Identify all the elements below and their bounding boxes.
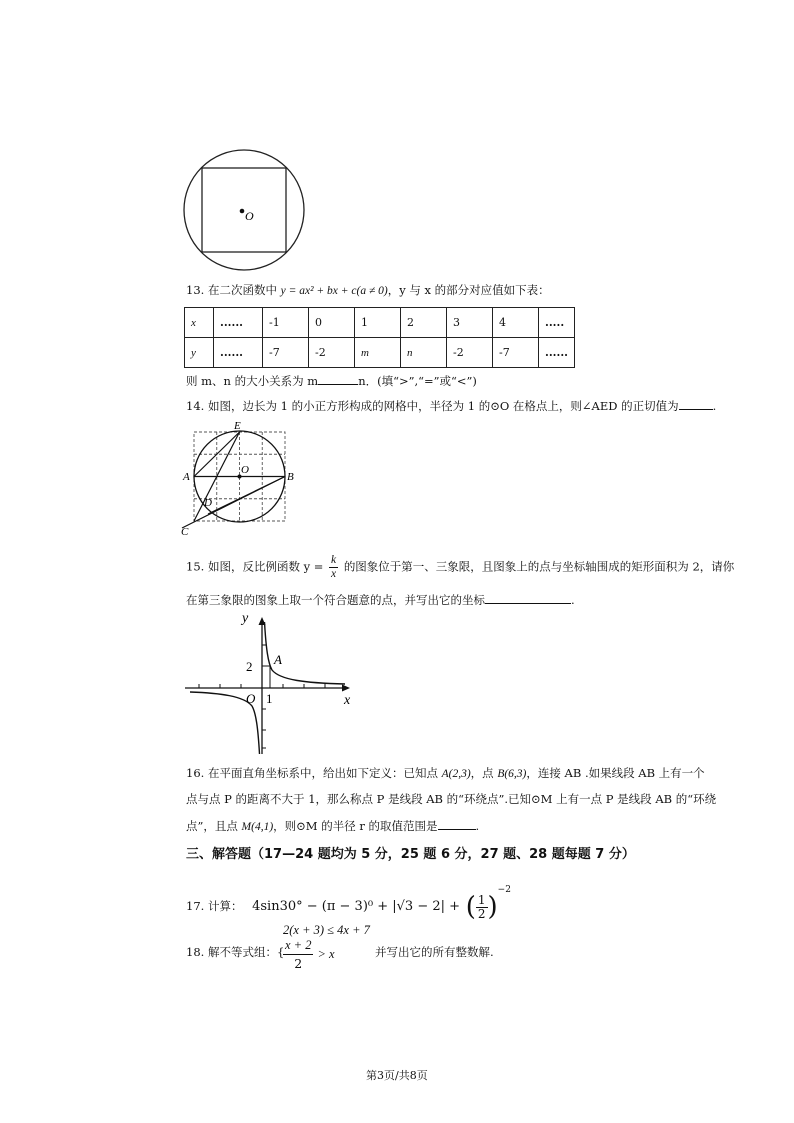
segment-BD	[208, 477, 285, 515]
q14-stem-text: 14. 如图，边长为 1 的小正方形构成的网格中，半径为 1 的⊙O 在格点上，则∠AED 的正切值为	[186, 399, 679, 413]
q18-label-text: 18. 解不等式组：{	[186, 945, 285, 959]
cell: 2	[401, 308, 447, 338]
label-A: A	[183, 471, 190, 483]
q16-line1	[186, 765, 705, 782]
q13-after-post: n．(填“>”,“=”或“<”)	[358, 374, 477, 388]
q16-line3-end: .	[475, 819, 480, 833]
label-C: C	[181, 526, 189, 536]
q13-stem-post: ，y 与 x 的部分对应值如下表：	[387, 283, 550, 297]
q18-gt: > x	[317, 947, 335, 961]
q15-fraction	[329, 554, 338, 581]
q17-denominator: 2	[477, 906, 486, 921]
cell: 4	[493, 308, 539, 338]
q14-blank	[679, 397, 713, 410]
q14-stem	[186, 397, 716, 414]
q18-ineq1	[283, 922, 370, 938]
label-O: O	[245, 209, 254, 223]
q16-line1-pre: 16. 在平面直角坐标系中，给出如下定义：已知点	[186, 766, 442, 780]
section-3-title: 三、解答题（17—24 题均为 5 分，25 题 6 分，27 题、28 题每题 7 分）	[186, 847, 635, 862]
q16-line3	[186, 817, 479, 835]
q15-line2	[186, 591, 575, 608]
label-x: x	[344, 693, 351, 708]
q18-ineq2	[283, 937, 335, 972]
cell: m	[355, 338, 401, 368]
label-E: E	[234, 420, 241, 432]
q13-blank	[318, 372, 358, 385]
cell: ......	[214, 338, 263, 368]
q15-line1-pre: 15. 如图，反比例函数 y =	[186, 559, 324, 574]
label-1: 1	[266, 691, 273, 706]
table-row-y	[185, 338, 575, 368]
q16-line3-pre: 点”，且点	[186, 819, 242, 833]
label-A: A	[274, 652, 282, 667]
cell: -2	[447, 338, 493, 368]
label-B: B	[287, 471, 294, 483]
cell: y	[185, 338, 214, 368]
q15-line2-text: 在第三象限的图象上取一个符合题意的点，并写出它的坐标	[186, 593, 485, 607]
cell: -7	[263, 338, 309, 368]
page-number: 第3页/共8页	[366, 1069, 428, 1082]
q16-line2-text: 点与点 P 的距离不大于 1，那么称点 P 是线段 AB 的“环绕点”.已知⊙M 上有一点 P 是线段 AB 的“环绕	[186, 792, 717, 806]
table-row-x	[185, 308, 575, 338]
q13-answer-line	[186, 372, 477, 389]
q17-line	[186, 882, 511, 922]
q17-expression: 4sin30° − (π − 3)⁰ + |√3 − 2| +	[252, 899, 461, 914]
q18-denominator: 2	[294, 956, 303, 971]
label-2: 2	[246, 659, 253, 674]
q15-line1	[186, 554, 734, 581]
q16-point-A: A(2,3)	[441, 768, 471, 780]
q16-line3-post: ，则⊙M 的半径 r 的取值范围是	[273, 819, 438, 833]
cell: -7	[493, 338, 539, 368]
q13-function: y = ax² + bx + c(a ≠ 0)	[280, 285, 388, 297]
cell: .....	[539, 308, 575, 338]
paren-right-icon: )	[487, 892, 498, 922]
cell: x	[185, 308, 214, 338]
q18-post-text: 并写出它的所有整数解.	[375, 945, 494, 959]
q15-blank	[485, 591, 571, 604]
q13-stem	[186, 282, 550, 299]
q14-grid-circle-figure	[178, 418, 300, 536]
cell: ......	[539, 338, 575, 368]
cell: ......	[214, 308, 263, 338]
q16-line1-post: ，连接 AB .如果线段 AB 上有一个	[526, 766, 705, 780]
center-dot	[240, 209, 245, 214]
cell: 0	[309, 308, 355, 338]
q18-numerator: x + 2	[283, 937, 313, 955]
label-O: O	[246, 691, 256, 706]
q17-label: 17. 计算：	[186, 899, 243, 913]
q15-line2-end: .	[571, 593, 575, 607]
q15-denominator: x	[331, 568, 337, 580]
q18-label	[186, 944, 284, 960]
label-O: O	[241, 464, 249, 476]
q15-hyperbola-graph	[180, 608, 360, 758]
cell: -2	[309, 338, 355, 368]
q18-post	[375, 944, 494, 960]
x-axis-arrow	[342, 685, 350, 692]
q16-blank	[438, 817, 476, 830]
q16-mid: ，点	[470, 766, 498, 780]
cell: n	[401, 338, 447, 368]
cell: -1	[263, 308, 309, 338]
q17-numerator: 1	[477, 892, 486, 907]
q13-stem-pre: 13. 在二次函数中	[186, 283, 281, 297]
q17-exponent: −2	[497, 885, 511, 895]
q18-inequality-1: 2(x + 3) ≤ 4x + 7	[283, 923, 370, 937]
label-y: y	[242, 611, 249, 626]
q16-line2	[186, 791, 716, 807]
q17-fraction	[476, 894, 488, 921]
circle-square-figure	[180, 148, 310, 273]
q13-after-pre: 则 m、n 的大小关系为 m	[186, 374, 319, 388]
cell: 3	[447, 308, 493, 338]
q16-point-B: B(6,3)	[497, 768, 527, 780]
q13-table	[184, 307, 575, 368]
cell: 1	[355, 308, 401, 338]
q16-point-M: M(4,1)	[241, 821, 274, 833]
q15-numerator: k	[331, 554, 337, 566]
paren-left-icon: (	[465, 892, 476, 922]
q18-fraction	[283, 937, 313, 972]
q15-line1-post: 的图象位于第一、三象限，且图象上的点与坐标轴围成的矩形面积为 2，请你	[343, 559, 735, 574]
q14-end: .	[712, 399, 717, 413]
label-D: D	[204, 497, 212, 509]
